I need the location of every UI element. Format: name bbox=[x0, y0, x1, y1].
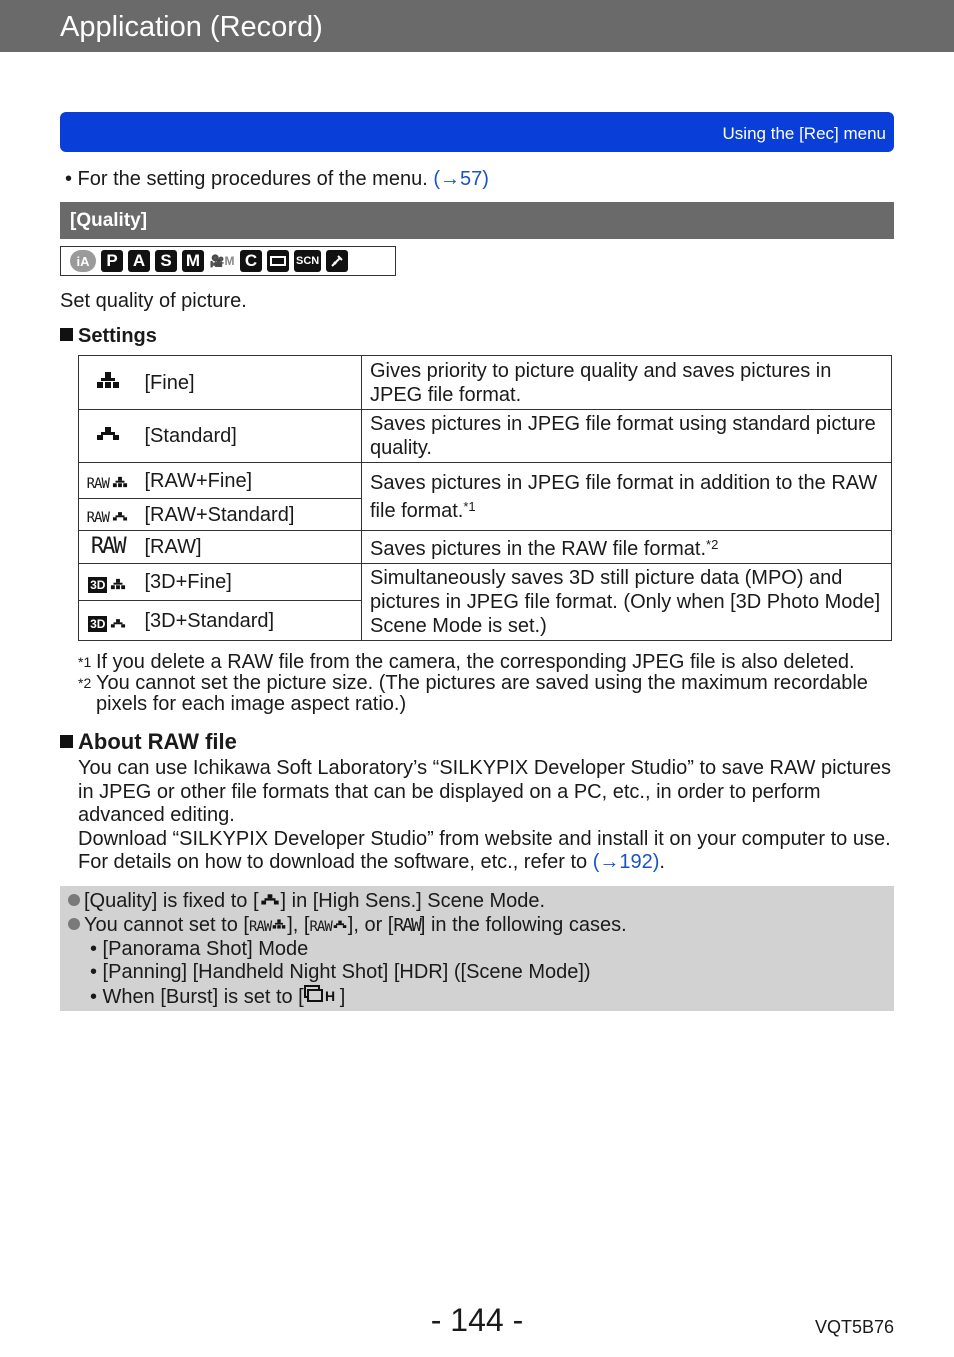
raw-fine-icon-text: RAW bbox=[86, 476, 109, 492]
fine-description: Gives priority to picture quality and saves pictures in JPEG file format. bbox=[362, 356, 892, 410]
fine-label: [Fine] bbox=[137, 356, 362, 410]
svg-text:H: H bbox=[324, 988, 335, 1004]
3d-fine-icon bbox=[79, 564, 137, 601]
scene-mode-icon: SCN bbox=[294, 250, 321, 272]
page-title: Application (Record) bbox=[60, 11, 323, 43]
note-1-a: [Quality] is fixed to [ bbox=[84, 890, 259, 912]
creative-control-icon bbox=[326, 250, 348, 272]
table-row bbox=[79, 410, 892, 463]
raw-jpeg-description bbox=[362, 463, 892, 531]
about-raw-para2-text: Download “SILKYPIX Developer Studio” from website and install it on your computer to use. For details on how to download the software, etc., refer to bbox=[78, 827, 891, 874]
mode-icons bbox=[60, 246, 396, 276]
settings-heading bbox=[60, 325, 157, 348]
note-item-panning: • [Panning] [Handheld Night Shot] [HDR] ([Scene Mode]) bbox=[90, 961, 591, 984]
quality-settings-table bbox=[78, 355, 892, 641]
3d-fine-icon-text: 3D bbox=[90, 578, 106, 592]
page-number: - 144 - bbox=[430, 1302, 524, 1338]
intro-link[interactable]: (→57) bbox=[433, 168, 489, 190]
program-mode-icon: P bbox=[101, 250, 123, 272]
note-2-c: ], or [ bbox=[347, 913, 394, 936]
standard-description: Saves pictures in JPEG file format using standard picture quality. bbox=[362, 410, 892, 463]
note-item-burst bbox=[68, 985, 886, 1010]
standard-icon bbox=[259, 891, 281, 907]
note-item-panorama: • [Panorama Shot] Mode bbox=[90, 937, 309, 960]
standard-icon bbox=[332, 917, 348, 931]
about-raw-heading-text: About RAW file bbox=[78, 729, 237, 754]
silkypix-link[interactable]: (→192) bbox=[592, 851, 660, 874]
section-bar bbox=[60, 202, 894, 239]
3d-description: Simultaneously saves 3D still picture data (MPO) and pictures in JPEG file format. (Only when [3D Photo Mode] Scene Mode is set.) bbox=[362, 564, 892, 641]
raw-jpeg-description-text: Saves pictures in JPEG file format in addition to the RAW file format. bbox=[370, 471, 878, 522]
fine-icon bbox=[271, 917, 287, 931]
about-raw-body bbox=[78, 757, 894, 875]
note-line-2 bbox=[68, 914, 886, 938]
bullet-icon bbox=[68, 894, 80, 906]
raw-description bbox=[362, 531, 892, 564]
standard-label: [Standard] bbox=[137, 410, 362, 463]
manual-mode-icon: M bbox=[182, 250, 204, 272]
about-raw-para2 bbox=[78, 828, 894, 875]
raw-standard-icon: RAW bbox=[309, 918, 332, 935]
3d-fine-label: [3D+Fine] bbox=[137, 564, 362, 601]
footnote-ref-1: *1 bbox=[463, 498, 476, 514]
raw-standard-icon-text: RAW bbox=[86, 510, 109, 526]
document-code: VQT5B76 bbox=[814, 1317, 894, 1337]
intelligent-auto-icon: iA bbox=[70, 250, 96, 272]
footnote-1-mark: *1 bbox=[78, 654, 92, 670]
raw-icon bbox=[79, 531, 137, 564]
table-row bbox=[79, 463, 892, 499]
bullet-icon bbox=[68, 918, 80, 930]
3d-standard-icon bbox=[79, 601, 137, 641]
raw-fine-icon bbox=[79, 463, 137, 499]
footnote-1-text: If you delete a RAW file from the camera, the corresponding JPEG file is also deleted. bbox=[96, 651, 855, 673]
table-row bbox=[79, 531, 892, 564]
custom-mode-icon: C bbox=[240, 250, 262, 272]
intro-text bbox=[65, 168, 489, 191]
raw-fine-label: [RAW+Fine] bbox=[137, 463, 362, 499]
square-bullet-icon bbox=[60, 735, 73, 748]
about-raw-heading bbox=[60, 729, 237, 755]
3d-standard-label: [3D+Standard] bbox=[137, 601, 362, 641]
note-burst-a: • When [Burst] is set to [ bbox=[90, 986, 304, 1009]
square-bullet-icon bbox=[60, 328, 73, 341]
note-2-d: ] in the following cases. bbox=[419, 913, 627, 936]
panorama-mode-icon bbox=[267, 250, 289, 272]
about-raw-para1: You can use Ichikawa Soft Laboratory’s “SILKYPIX Developer Studio” to save RAW pictures in JPEG or other file formats that can be displayed on a PC, etc., in order to perform advanced editing. bbox=[78, 757, 892, 827]
rec-menu-banner bbox=[60, 112, 894, 152]
table-row bbox=[79, 356, 892, 410]
raw-icon: RAW bbox=[393, 914, 420, 936]
notes-box bbox=[60, 886, 894, 1011]
raw-standard-label: [RAW+Standard] bbox=[137, 499, 362, 531]
fine-icon bbox=[79, 356, 137, 410]
footnote-ref-2: *2 bbox=[706, 537, 719, 552]
table-row bbox=[79, 564, 892, 601]
shutter-mode-icon: S bbox=[155, 250, 177, 272]
3d-standard-icon-text: 3D bbox=[90, 616, 106, 631]
raw-standard-icon bbox=[79, 499, 137, 531]
footnotes bbox=[78, 652, 898, 715]
note-2-a: You cannot set to [ bbox=[84, 913, 249, 936]
note-1-b: ] in [High Sens.] Scene Mode. bbox=[280, 890, 546, 912]
footnote-2-mark: *2 bbox=[78, 675, 92, 691]
raw-description-text: Saves pictures in the RAW file format. bbox=[370, 538, 707, 560]
raw-fine-icon: RAW bbox=[248, 918, 272, 935]
creative-video-label: M bbox=[224, 254, 235, 268]
settings-heading-text: Settings bbox=[78, 325, 157, 347]
footnote-1 bbox=[78, 652, 898, 673]
rec-menu-banner-text: Using the [Rec] menu bbox=[722, 124, 886, 143]
section-title: [Quality] bbox=[70, 210, 148, 231]
note-burst-b: ] bbox=[339, 986, 346, 1009]
note-2-b: ], [ bbox=[287, 913, 310, 936]
quality-description: Set quality of picture. bbox=[60, 290, 247, 312]
raw-label: [RAW] bbox=[137, 531, 362, 564]
note-line-1 bbox=[68, 890, 886, 914]
page-header bbox=[0, 0, 954, 52]
about-raw-period: . bbox=[659, 851, 665, 874]
creative-video-icon: 🎥 M bbox=[209, 254, 235, 268]
raw-icon-text: RAW bbox=[90, 534, 125, 559]
footnote-2 bbox=[78, 673, 898, 715]
standard-icon bbox=[79, 410, 137, 463]
burst-high-icon bbox=[304, 985, 340, 1003]
footnote-2-text: You cannot set the picture size. (The pictures are saved using the maximum recordable pixels for each image aspect ratio.) bbox=[96, 672, 868, 715]
aperture-mode-icon: A bbox=[128, 250, 150, 272]
intro-text-body: • For the setting procedures of the menu. bbox=[65, 168, 434, 190]
